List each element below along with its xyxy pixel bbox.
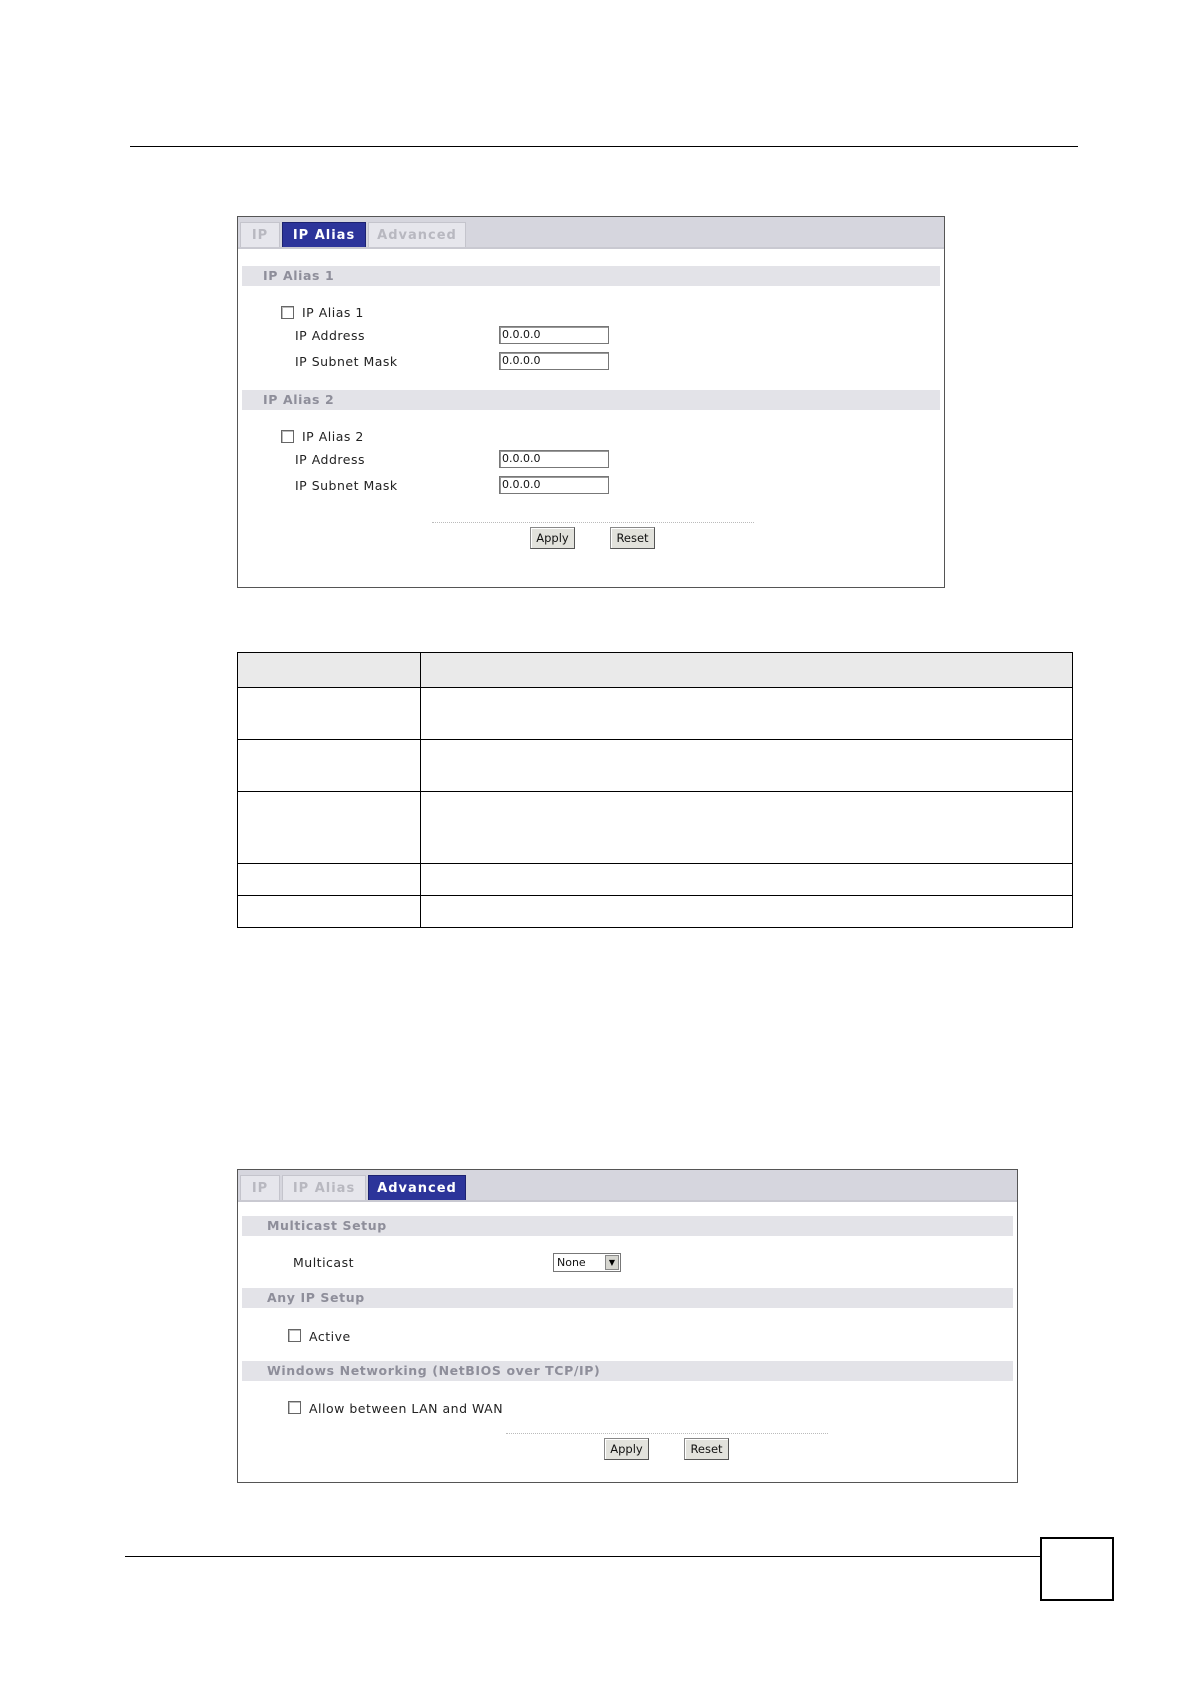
allow-lan-wan-checkbox[interactable] [288,1401,301,1414]
reset-button[interactable]: Reset [684,1438,729,1460]
table-cell-label [238,740,421,792]
table-row [238,792,1073,864]
reset-button[interactable]: Reset [610,527,655,549]
section-any-ip-setup [242,1288,1013,1308]
tab-ip-alias[interactable]: IP Alias [282,222,366,247]
ip-alias-2-subnet-mask-label: IP Subnet Mask [295,478,398,493]
section-title: Any IP Setup [267,1290,365,1305]
ip-alias-1-checkbox-label: IP Alias 1 [302,305,364,320]
table-cell-description [421,864,1073,896]
ip-alias-2-ip-address-label: IP Address [295,452,365,467]
button-divider [506,1433,828,1434]
ip-alias-panel [237,216,945,588]
ip-alias-2-checkbox-label: IP Alias 2 [302,429,364,444]
tab-ip-alias[interactable]: IP Alias [282,1175,366,1200]
table-header-row [238,653,1073,688]
header-rule [130,146,1078,147]
section-title: Multicast Setup [267,1218,387,1233]
table-cell-label [238,688,421,740]
table-row [238,864,1073,896]
table-cell-description [421,688,1073,740]
table-cell-label [238,896,421,928]
allow-lan-wan-label: Allow between LAN and WAN [309,1401,504,1416]
page-number-box [1040,1537,1114,1601]
ip-alias-1-subnet-mask-input[interactable]: 0.0.0.0 [499,352,609,370]
section-multicast-setup [242,1216,1013,1236]
chevron-down-icon[interactable]: ▼ [605,1255,619,1270]
section-title: IP Alias 1 [263,268,335,283]
tab-bar [238,217,944,249]
table-cell-label [238,864,421,896]
active-label: Active [309,1329,351,1344]
section-title: IP Alias 2 [263,392,335,407]
table-cell-label [238,792,421,864]
apply-button[interactable]: Apply [530,527,575,549]
multicast-select[interactable] [553,1253,621,1272]
ip-alias-1-ip-address-label: IP Address [295,328,365,343]
section-ip-alias-2 [242,390,940,410]
button-divider [432,522,754,523]
tab-advanced[interactable]: Advanced [368,1175,466,1200]
field-description-table [237,652,1073,928]
ip-alias-2-subnet-mask-input[interactable]: 0.0.0.0 [499,476,609,494]
section-ip-alias-1 [242,266,940,286]
section-windows-networking [242,1361,1013,1381]
tab-advanced[interactable]: Advanced [368,222,466,247]
table-cell-description [421,792,1073,864]
table-cell-description [421,740,1073,792]
table-cell-description [421,896,1073,928]
ip-alias-2-ip-address-input[interactable]: 0.0.0.0 [499,450,609,468]
ip-alias-2-checkbox[interactable] [281,430,294,443]
tab-ip[interactable]: IP [240,1175,280,1200]
table-header-label [238,653,421,688]
tab-ip[interactable]: IP [240,222,280,247]
multicast-selected-value: None [557,1256,586,1269]
table-row [238,896,1073,928]
active-checkbox[interactable] [288,1329,301,1342]
tab-bar [238,1170,1017,1202]
ip-alias-1-subnet-mask-label: IP Subnet Mask [295,354,398,369]
table-row [238,688,1073,740]
table-header-description [421,653,1073,688]
advanced-panel [237,1169,1018,1483]
ip-alias-1-checkbox[interactable] [281,306,294,319]
ip-alias-1-ip-address-input[interactable]: 0.0.0.0 [499,326,609,344]
section-title: Windows Networking (NetBIOS over TCP/IP) [267,1363,601,1378]
footer-rule [125,1556,1040,1557]
table-row [238,740,1073,792]
multicast-label: Multicast [293,1255,355,1270]
apply-button[interactable]: Apply [604,1438,649,1460]
